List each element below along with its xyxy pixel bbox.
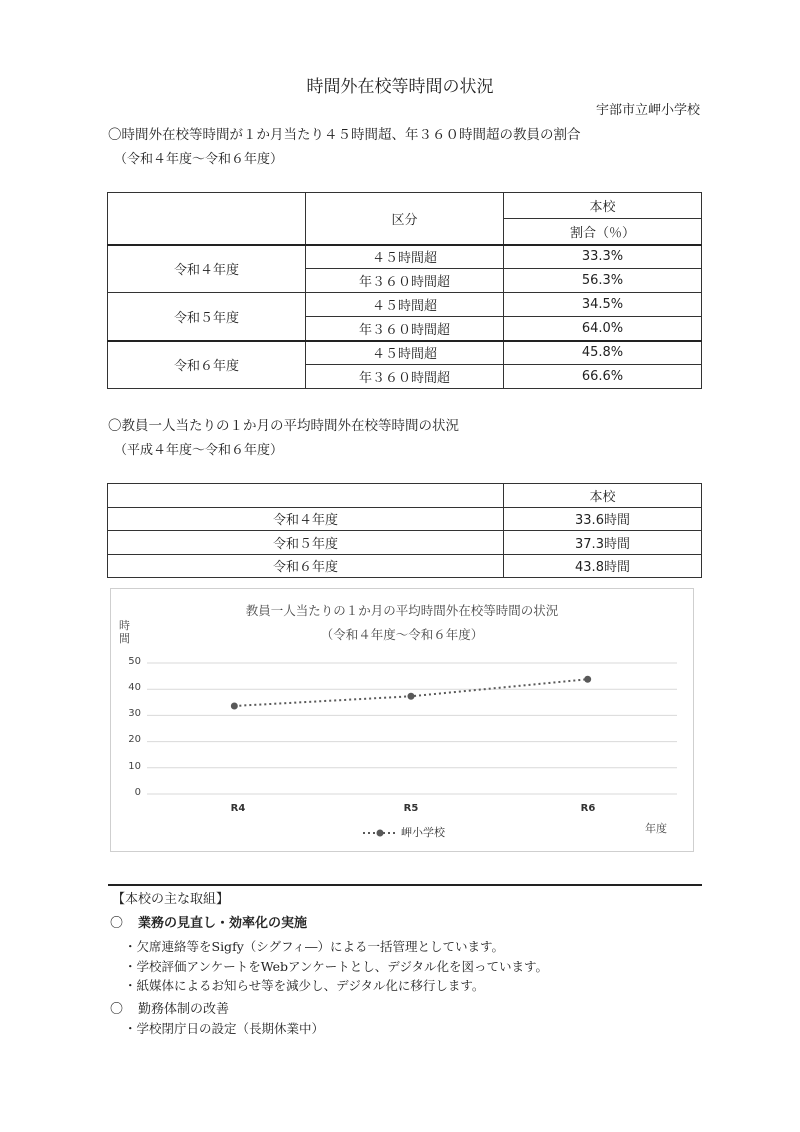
table-row [108,507,702,531]
table-row [108,293,702,317]
chart-title: 教員一人当たりの１か月の平均時間外在校等時間の状況 [245,603,559,618]
x-tick-label: R4 [230,803,246,814]
value-cell: 33.3% [504,245,702,269]
average-overtime-table [107,483,702,578]
legend-marker [361,824,401,836]
kind-cell: 年３６０時間超 [306,317,504,341]
list-item: ・紙媒体によるお知らせ等を減少し、デジタル化に移行します。 [124,978,485,993]
group-marker: 〇 [110,1002,124,1017]
section2-heading: 〇教員一人当たりの１か月の平均時間外在校等時間の状況 [108,418,459,434]
year-cell: 令和６年度 [108,341,306,389]
chart-subtitle: （令和４年度〜令和６年度） [320,627,484,642]
year-cell: 令和４年度 [108,245,306,293]
year-cell: 令和４年度 [108,507,504,531]
header-school: 本校 [504,484,702,508]
kind-cell: ４５時間超 [306,245,504,269]
header-blank-cell [108,484,504,508]
group-title: 業務の見直し・効率化の実施 [138,916,308,931]
line-chart [110,588,694,852]
x-tick-label: R6 [580,803,596,814]
overtime-ratio-table [107,192,702,389]
value-cell: 56.3% [504,269,702,293]
y-tick-label: 30 [128,708,141,719]
series-line [234,679,587,706]
value-cell: 45.8% [504,341,702,365]
header-category: 区分 [306,193,504,245]
y-tick-label: 20 [128,734,141,745]
x-axis-label: 年度 [645,822,667,835]
y-tick-label: 10 [128,761,141,772]
year-cell: 令和５年度 [108,293,306,341]
header-school: 本校 [504,193,702,219]
y-tick-label: 40 [128,682,141,693]
school-name: 宇部市立岬小学校 [595,103,700,118]
header-blank-cell [108,193,306,245]
section1-period: （令和４年度〜令和６年度） [114,152,284,167]
table-row [108,531,702,555]
value-cell: 34.5% [504,293,702,317]
kind-cell: ４５時間超 [306,293,504,317]
value-cell: 37.3時間 [504,531,702,555]
list-item: ・学校閉庁日の設定（長期休業中） [124,1021,325,1036]
value-cell: 33.6時間 [504,507,702,531]
header-ratio: 割合（％） [504,219,702,245]
section1-heading: 〇時間外在校等時間が１か月当たり４５時間超、年３６０時間超の教員の割合 [108,127,581,143]
value-cell: 66.6% [504,365,702,389]
year-cell: 令和５年度 [108,531,504,555]
table-header-row [108,484,702,508]
kind-cell: 年３６０時間超 [306,365,504,389]
table-row [108,341,702,365]
legend-label: 岬小学校 [401,826,445,839]
list-item: ・学校評価アンケートをWebアンケートとし、デジタル化を図っています。 [124,959,548,974]
data-point [408,693,415,700]
group-marker: 〇 [110,916,124,931]
year-cell: 令和６年度 [108,554,504,578]
y-tick-label: 50 [128,656,141,667]
value-cell: 43.8時間 [504,554,702,578]
value-cell: 64.0% [504,317,702,341]
x-tick-label: R5 [403,803,419,814]
table-row [108,245,702,269]
kind-cell: 年３６０時間超 [306,269,504,293]
page-title: 時間外在校等時間の状況 [306,77,494,97]
data-point [584,676,591,683]
group-title: 勤務体制の改善 [138,1002,230,1017]
section2-period: （平成４年度〜令和６年度） [114,443,284,458]
y-axis-label: 時間 [119,619,130,645]
table-header-row [108,193,702,219]
kind-cell: ４５時間超 [306,341,504,365]
table-row [108,554,702,578]
section3-heading: 【本校の主な取組】 [112,892,230,907]
list-item: ・欠席連絡等をSigfy（シグフィ―）による一括管理としています。 [124,939,505,954]
data-point [231,702,238,709]
section-divider [108,884,702,886]
y-tick-label: 0 [134,787,141,798]
